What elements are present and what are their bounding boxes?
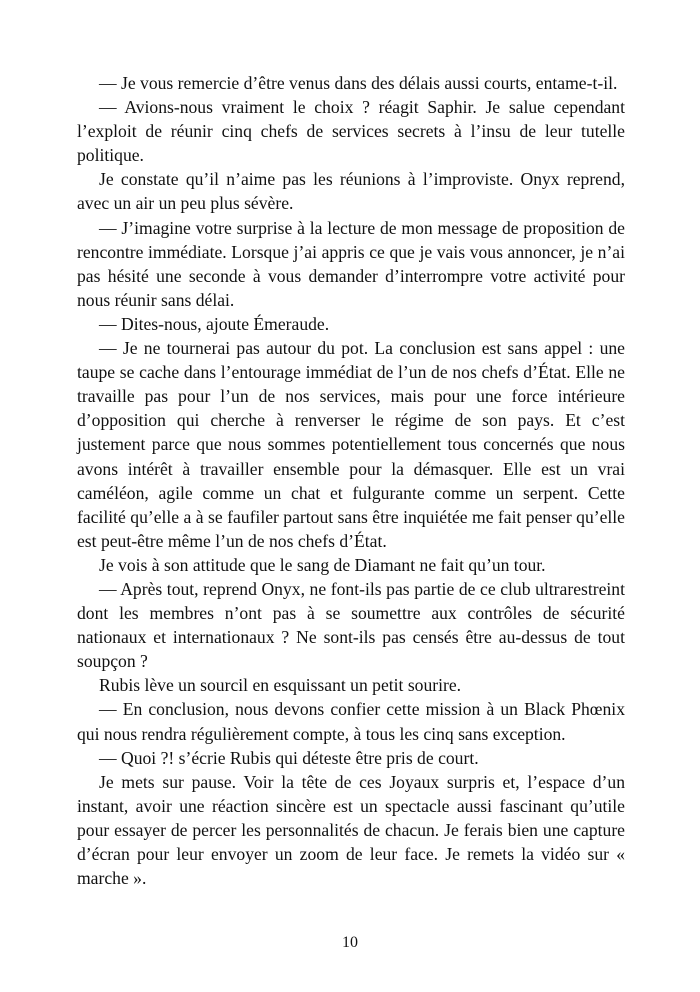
paragraph: — Après tout, reprend Onyx, ne font-ils pas partie de ce club ultrarestreint dont les membres n’ont pas à se soumettre aux contrôles de sécurité nationaux et internationaux ? Ne sont-ils pas censés être au-dessus de tout soupçon ? — [77, 578, 625, 672]
paragraph: Je constate qu’il n’aime pas les réunions à l’improviste. Onyx reprend, avec un air un peu plus sévère. — [77, 169, 625, 214]
paragraph: Je vois à son attitude que le sang de Diamant ne fait qu’un tour. — [99, 554, 546, 575]
paragraph: — J’imagine votre surprise à la lecture de mon message de proposition de rencontre immédiate. Lorsque j’ai appris ce que je vais vous annoncer, je n’ai pas hésité une seconde à vous demander d’interrompre votre activité pour nous réunir sans délai. — [77, 217, 625, 310]
paragraph: — Dites-nous, ajoute Émeraude. — [99, 313, 330, 334]
page-body — [77, 71, 625, 890]
paragraph: Je mets sur pause. Voir la tête de ces Joyaux surpris et, l’espace d’un instant, avoir une réaction sincère est un spectacle aussi fascinant qu’utile pour essayer de percer les personnalités de chacun. Je ferais bien une capture d’écran pour leur envoyer un zoom de leur face. Je remets la vidéo sur « marche ». — [77, 771, 625, 889]
paragraph: — Je ne tournerai pas autour du pot. La conclusion est sans appel : une taupe se cache dans l’entourage immédiat de l’un de nos chefs d’État. Elle ne travaille pas pour l’un de nos services, mais pour une force intérieure d’opposition qui cherche à renverser le régime de son pays. Et c’est justement parce que nous sommes potentiellement tous concernés que nous avons intérêt à travailler ensemble pour la démasquer. Elle est un vrai caméléon, agile comme un chat et fulgurante comme un serpent. Cette facilité qu’elle a à se faufiler partout sans être inquiétée me fait penser qu’elle est peut-être même l’un de nos chefs d’État. — [77, 338, 625, 551]
page-number: 10 — [342, 934, 358, 951]
paragraph: Rubis lève un sourcil en esquissant un petit sourire. — [99, 675, 462, 696]
paragraph: — Avions-nous vraiment le choix ? réagit Saphir. Je salue cependant l’exploit de réunir cinq chefs de services secrets à l’insu de leur tutelle politique. — [77, 97, 625, 166]
paragraph: — En conclusion, nous devons confier cette mission à un Black Phœnix qui nous rendra régulièrement compte, à tous les cinq sans exception. — [77, 699, 625, 744]
paragraph: — Quoi ?! s’écrie Rubis qui déteste être pris de court. — [99, 747, 479, 768]
paragraph: — Je vous remercie d’être venus dans des délais aussi courts, entame-t-il. — [99, 73, 618, 93]
